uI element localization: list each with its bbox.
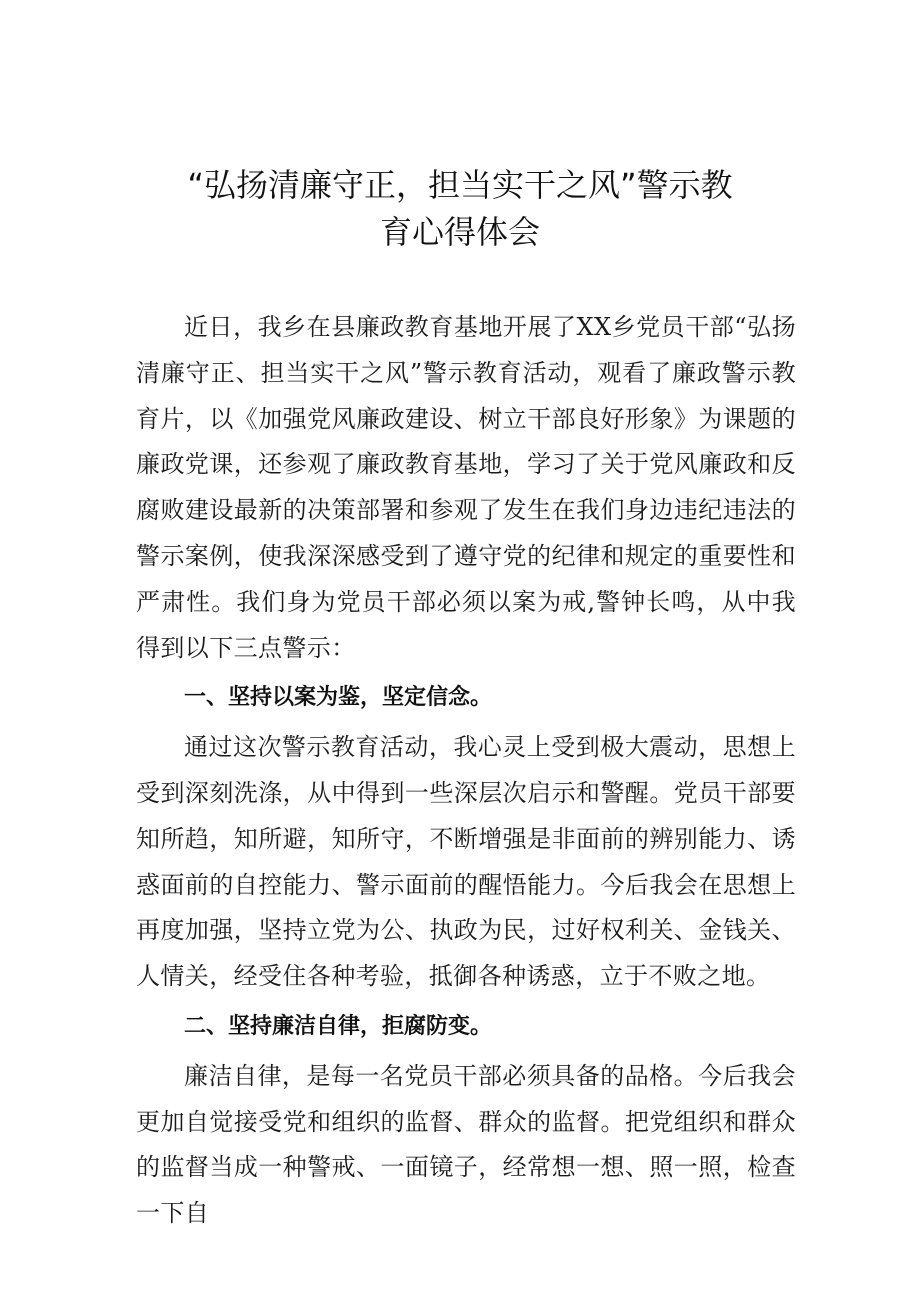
title-line-1: “弘扬清廉守正，担当实干之风”警示教	[187, 166, 733, 204]
document-body	[136, 305, 796, 1237]
intro-paragraph: 近日，我乡在县廉政教育基地开展了XX乡党员干部“弘扬清廉守正、担当实干之风”警示教育活动，观看了廉政警示教育片，以《加强党风廉政建设、树立干部良好形象》为课题的廉政党课，还参观了廉政教育基地，学习了关于党风廉政和反腐败建设最新的决策部署和参观了发生在我们身边违纪违法的警示案例，使我深深感受到了遵守党的纪律和规定的重要性和严肃性。我们身为党员干部必须以案为戒,警钟长鸣，从中我得到以下三点警示：	[136, 313, 796, 662]
section-1-paragraph: 通过这次警示教育活动，我心灵上受到极大震动，思想上受到深刻洗涤，从中得到一些深层次启示和警醒。党员干部要知所趋，知所避，知所守，不断增强是非面前的辨别能力、诱惑面前的自控能力、警示面前的醒悟能力。今后我会在思想上再度加强，坚持立党为公、执政为民，过好权利关、金钱关、人情关，经受住各种考验，抵御各种诱惑，立于不败之地。	[136, 733, 796, 991]
section-heading-1: 一、坚持以案为鉴，坚定信念。	[184, 685, 493, 711]
document-title	[120, 162, 800, 256]
section-2-paragraph: 廉洁自律，是每一名党员干部必须具备的品格。今后我会更加自觉接受党和组织的监督、群众的监督。把党组织和群众的监督当成一种警戒、一面镜子，经常想一想、照一照，检查一下自	[136, 1061, 796, 1228]
section-heading-2: 二、坚持廉洁自律，拒腐防变。	[184, 1013, 493, 1039]
title-line-2: 育心得体会	[379, 213, 540, 251]
